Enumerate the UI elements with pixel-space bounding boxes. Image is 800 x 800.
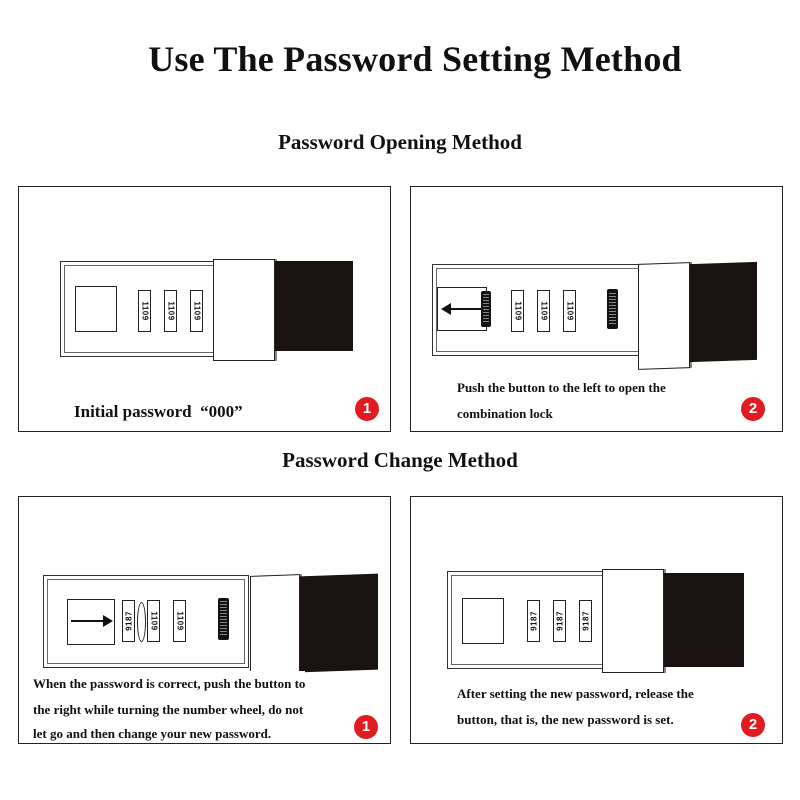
lock-sleeve [213, 259, 275, 361]
caption: When the password is correct, push the button to [33, 671, 305, 697]
opening-step-1-panel [18, 186, 391, 432]
number-wheel: 1109 [563, 290, 576, 332]
opening-section-title: Password Opening Method [278, 130, 522, 154]
change-section-title: Password Change Method [282, 448, 518, 472]
number-wheel: 1109 [138, 290, 151, 332]
caption: combination lock [457, 406, 553, 421]
slide-knob [218, 598, 229, 640]
change-step-1-panel [18, 496, 391, 744]
step-badge: 1 [354, 715, 378, 739]
step-badge: 1 [355, 397, 379, 421]
number-wheel: 1109 [173, 600, 186, 642]
lock-strap [275, 261, 353, 351]
number-wheel: 1109 [511, 290, 524, 332]
caption: Push the button to the left to open the [457, 380, 666, 395]
number-wheel: 9187 [527, 600, 540, 642]
slide-knob [481, 291, 491, 327]
arrow-right-icon [67, 611, 117, 631]
change-step-2-panel [410, 496, 783, 744]
lock-button [75, 286, 117, 332]
lock-strap [300, 574, 378, 673]
spin-indicator [137, 602, 146, 642]
number-wheel: 9187 [122, 600, 135, 642]
lock-strap [664, 573, 744, 667]
opening-step-2-panel [410, 186, 783, 432]
caption: the right while turning the number wheel, do not [33, 702, 304, 717]
step-badge: 2 [741, 397, 765, 421]
lock-sleeve [250, 574, 300, 680]
slide-knob [607, 289, 618, 329]
lock-button [462, 598, 504, 644]
caption: Initial password “000” [74, 402, 243, 421]
step-badge: 2 [741, 713, 765, 737]
lock-sleeve [602, 569, 664, 673]
number-wheel: 1109 [164, 290, 177, 332]
lock-sleeve [638, 262, 690, 370]
lock-strap [690, 262, 757, 362]
number-wheel: 1109 [190, 290, 203, 332]
caption: let go and then change your new password. [33, 726, 272, 741]
caption: After setting the new password, release the [457, 686, 694, 701]
number-wheel: 9187 [553, 600, 566, 642]
number-wheel: 1109 [537, 290, 550, 332]
caption: button, that is, the new password is set. [457, 712, 674, 727]
page-title: Use The Password Setting Method [148, 39, 682, 79]
number-wheel: 1109 [147, 600, 160, 642]
number-wheel: 9187 [579, 600, 592, 642]
arrow-left-icon [437, 299, 487, 319]
